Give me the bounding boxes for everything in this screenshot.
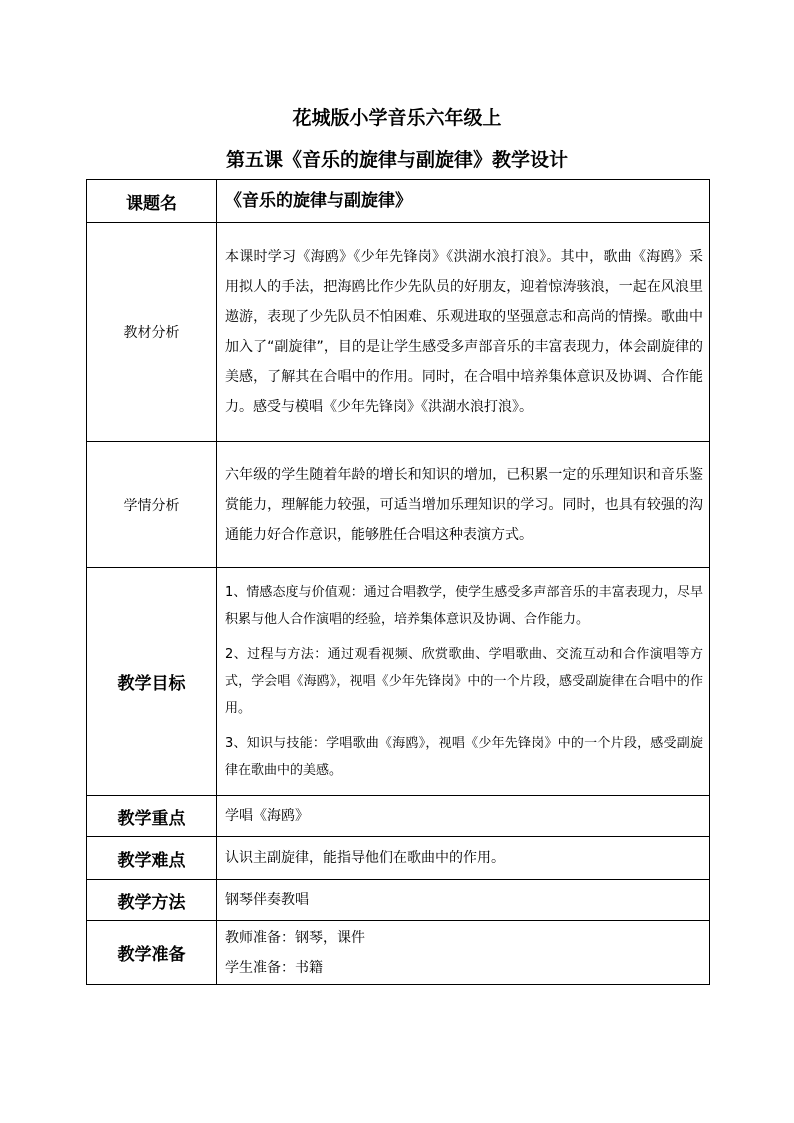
- lesson-plan-table: [86, 179, 710, 985]
- student-analysis-value: 六年级的学生随着年龄的增长和知识的增加，已积累一定的乐理知识和音乐鉴赏能力，理解能力较强，可适当增加乐理知识的学习。同时，也具有较强的沟通能力好合作意识，能够胜任合唱这种表演方式。: [217, 442, 710, 568]
- teaching-goal-item: 1、情感态度与价值观：通过合唱教学，使学生感受多声部音乐的丰富表现力，尽早积累与他人合作演唱的经验，培养集体意识及协调、合作能力。: [225, 585, 703, 627]
- table-row-topic: [87, 180, 710, 223]
- document-subtitle: 第五课《音乐的旋律与副旋律》教学设计: [225, 149, 568, 171]
- preparation-label: 教学准备: [87, 921, 217, 985]
- preparation-value: [217, 921, 710, 985]
- table-row-key-points: [87, 796, 710, 837]
- key-points-value: 学唱《海鸥》: [217, 796, 710, 837]
- methods-value: 钢琴伴奏教唱: [217, 880, 710, 921]
- topic-label: 课题名: [87, 180, 217, 223]
- table-row-student-analysis: [87, 442, 710, 568]
- table-row-teaching-goals: [87, 568, 710, 796]
- student-preparation: 学生准备：书籍: [225, 959, 323, 976]
- methods-label: 教学方法: [87, 880, 217, 921]
- table-row-methods: [87, 880, 710, 921]
- teaching-goal-item: 3、知识与技能：学唱歌曲《海鸥》，视唱《少年先锋岗》中的一个片段，感受副旋律在歌曲中的美感。: [225, 736, 703, 778]
- table-row-difficulties: [87, 837, 710, 880]
- teaching-goal-item: 2、过程与方法：通过观看视频、欣赏歌曲、学唱歌曲、交流互动和合作演唱等方式，学会唱《海鸥》，视唱《少年先锋岗》中的一个片段，感受副旋律在合唱中的作用。: [225, 647, 703, 716]
- student-analysis-label: 学情分析: [87, 442, 217, 568]
- topic-value: 《音乐的旋律与副旋律》: [217, 180, 710, 223]
- difficulties-value: 认识主副旋律，能指导他们在歌曲中的作用。: [217, 837, 710, 880]
- difficulties-label: 教学难点: [87, 837, 217, 880]
- material-analysis-value: 本课时学习《海鸥》《少年先锋岗》《洪湖水浪打浪》。其中，歌曲《海鸥》采用拟人的手法，把海鸥比作少先队员的好朋友，迎着惊涛骇浪，一起在风浪里遨游，表现了少先队员不怕困难、乐观进取的坚强意志和高尚的情操。歌曲中加入了“副旋律”，目的是让学生感受多声部音乐的丰富表现力，体会副旋律的美感，了解其在合唱中的作用。同时，在合唱中培养集体意识及协调、合作能力。感受与模唱《少年先锋岗》《洪湖水浪打浪》。: [217, 223, 710, 442]
- teaching-goals-value: [217, 568, 710, 796]
- teacher-preparation: 教师准备：钢琴，课件: [225, 929, 365, 946]
- teaching-goals-label: 教学目标: [87, 568, 217, 796]
- key-points-label: 教学重点: [87, 796, 217, 837]
- document-title: 花城版小学音乐六年级上: [292, 107, 502, 129]
- table-row-material-analysis: [87, 223, 710, 442]
- material-analysis-label: 教材分析: [87, 223, 217, 442]
- table-row-preparation: [87, 921, 710, 985]
